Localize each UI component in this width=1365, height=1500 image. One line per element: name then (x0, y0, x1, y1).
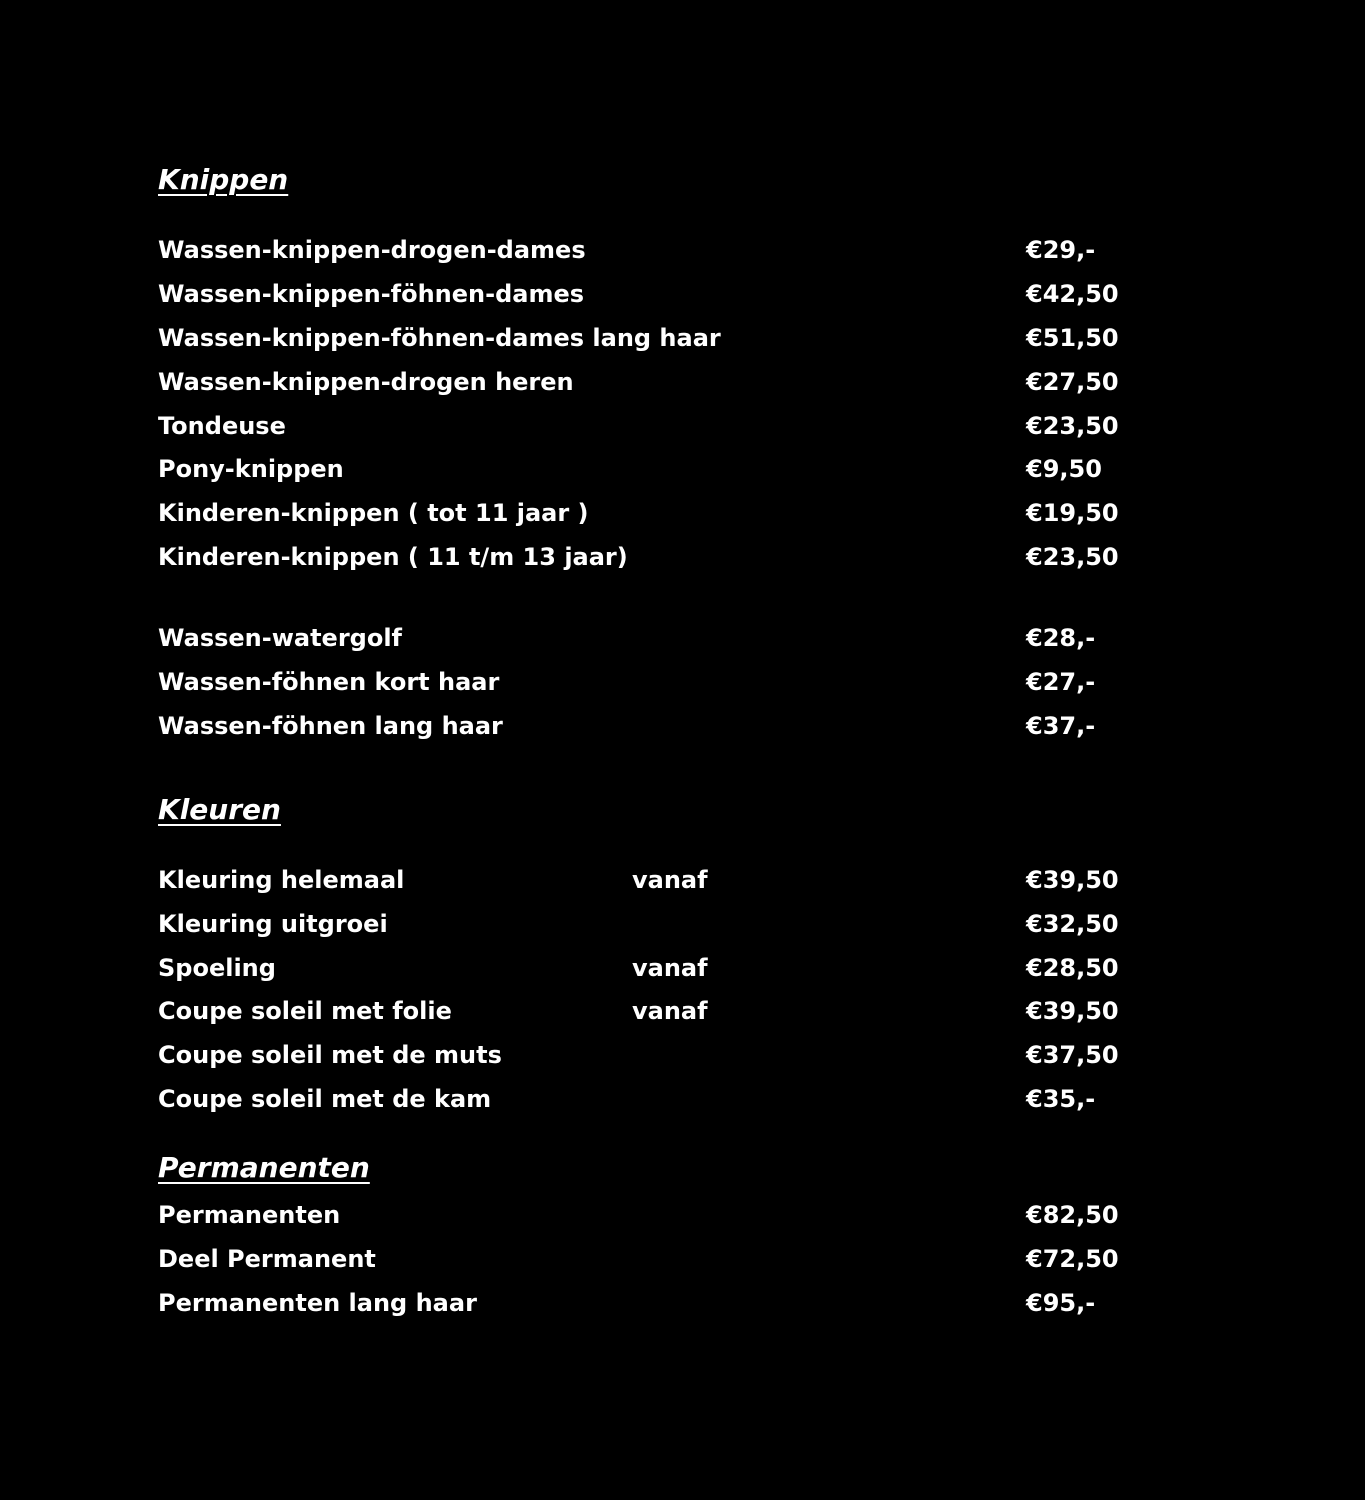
service-name: Coupe soleil met folie (158, 997, 452, 1025)
service-price: €23,50 (1026, 543, 1119, 571)
price-row (158, 1242, 1158, 1276)
service-name: Kleuring uitgroei (158, 910, 388, 938)
service-price: €29,- (1026, 236, 1096, 264)
price-row (158, 277, 1158, 311)
price-row (158, 621, 1158, 655)
service-name: Coupe soleil met de muts (158, 1041, 502, 1069)
service-name: Kinderen-knippen ( tot 11 jaar ) (158, 499, 589, 527)
service-name: Wassen-föhnen kort haar (158, 668, 500, 696)
price-row (158, 1038, 1158, 1072)
section-heading-kleuren: Kleuren (158, 793, 281, 826)
price-row (158, 1286, 1158, 1320)
service-price: €72,50 (1026, 1245, 1119, 1273)
service-price: €23,50 (1026, 412, 1119, 440)
price-row (158, 233, 1158, 267)
price-row (158, 496, 1158, 530)
service-price: €37,50 (1026, 1041, 1119, 1069)
price-row (158, 365, 1158, 399)
service-price: €35,- (1026, 1085, 1096, 1113)
price-row (158, 409, 1158, 443)
service-name: Wassen-watergolf (158, 624, 402, 652)
service-price: €95,- (1026, 1289, 1096, 1317)
service-name: Permanenten lang haar (158, 1289, 477, 1317)
service-name: Spoeling (158, 954, 276, 982)
service-price: €51,50 (1026, 324, 1119, 352)
service-name: Deel Permanent (158, 1245, 376, 1273)
section-heading-permanenten: Permanenten (158, 1151, 370, 1184)
price-row (158, 665, 1158, 699)
price-row (158, 321, 1158, 355)
service-price: €28,- (1026, 624, 1096, 652)
price-row (158, 452, 1158, 486)
service-name: Wassen-knippen-drogen-dames (158, 236, 586, 264)
service-name: Kinderen-knippen ( 11 t/m 13 jaar) (158, 543, 628, 571)
service-price: €19,50 (1026, 499, 1119, 527)
service-name: Wassen-knippen-föhnen-dames lang haar (158, 324, 721, 352)
service-note: vanaf (632, 997, 708, 1025)
service-name: Tondeuse (158, 412, 286, 440)
price-row (158, 994, 1158, 1028)
service-note: vanaf (632, 866, 708, 894)
service-name: Coupe soleil met de kam (158, 1085, 492, 1113)
service-name: Wassen-föhnen lang haar (158, 712, 503, 740)
price-row (158, 1198, 1158, 1232)
service-note: vanaf (632, 954, 708, 982)
price-row (158, 540, 1158, 574)
price-row (158, 1082, 1158, 1116)
service-price: €28,50 (1026, 954, 1119, 982)
service-name: Kleuring helemaal (158, 866, 405, 894)
price-row (158, 863, 1158, 897)
service-price: €42,50 (1026, 280, 1119, 308)
price-row (158, 907, 1158, 941)
service-price: €37,- (1026, 712, 1096, 740)
service-price: €39,50 (1026, 997, 1119, 1025)
price-row (158, 951, 1158, 985)
service-price: €27,- (1026, 668, 1096, 696)
service-name: Wassen-knippen-drogen heren (158, 368, 574, 396)
price-row (158, 709, 1158, 743)
service-price: €9,50 (1026, 455, 1102, 483)
service-price: €32,50 (1026, 910, 1119, 938)
service-name: Pony-knippen (158, 455, 344, 483)
service-name: Wassen-knippen-föhnen-dames (158, 280, 585, 308)
service-name: Permanenten (158, 1201, 341, 1229)
service-price: €39,50 (1026, 866, 1119, 894)
service-price: €27,50 (1026, 368, 1119, 396)
service-price: €82,50 (1026, 1201, 1119, 1229)
section-heading-knippen: Knippen (158, 163, 289, 196)
